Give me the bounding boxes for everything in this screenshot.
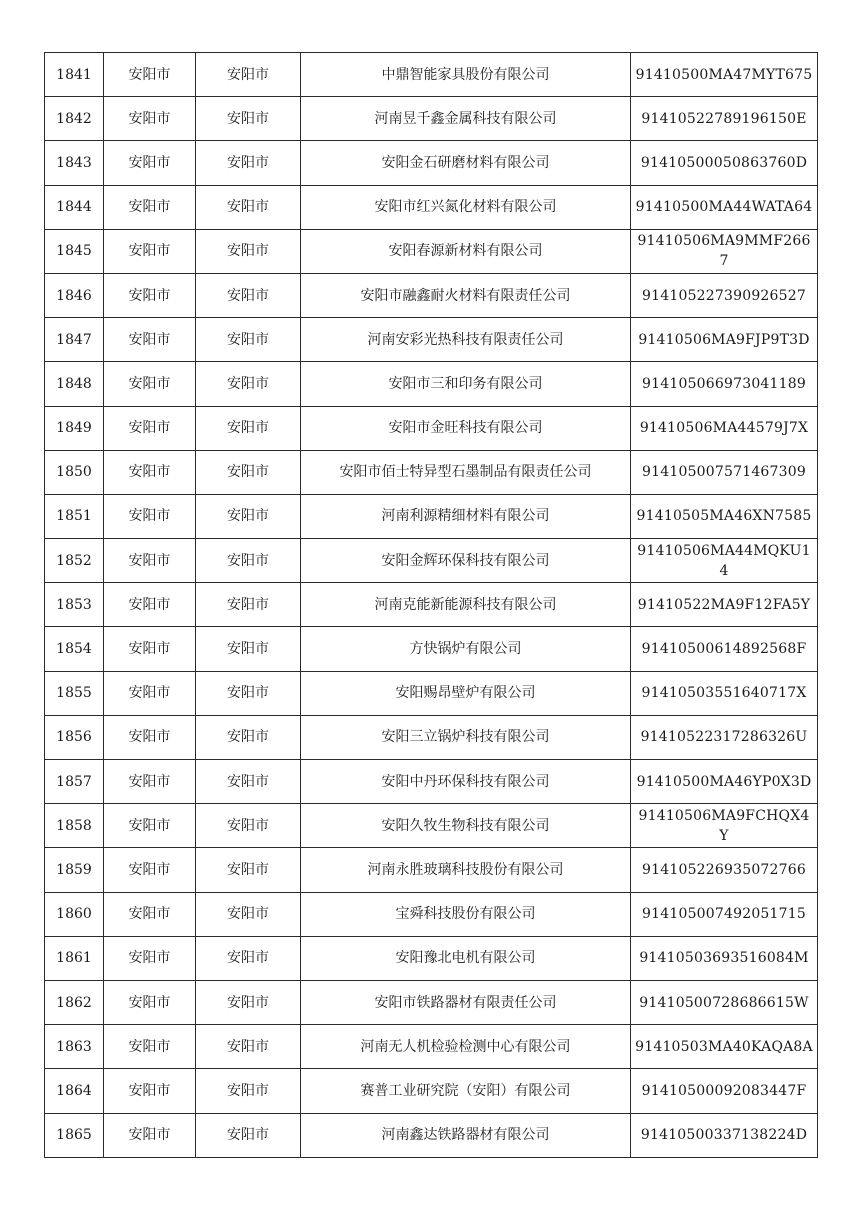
county-cell: 安阳市 bbox=[196, 583, 301, 627]
city-cell: 安阳市 bbox=[104, 671, 196, 715]
county-cell: 安阳市 bbox=[196, 97, 301, 141]
row-number-cell: 1849 bbox=[45, 406, 104, 450]
table-row bbox=[45, 450, 818, 494]
table-row bbox=[45, 583, 818, 627]
company-name-cell: 赛普工业研究院（安阳）有限公司 bbox=[301, 1069, 631, 1113]
credit-code-cell: 914105227390926527 bbox=[631, 273, 818, 317]
table-row bbox=[45, 185, 818, 229]
credit-code-cell: 91410500MA44WATA64 bbox=[631, 185, 818, 229]
county-cell: 安阳市 bbox=[196, 53, 301, 97]
company-name-cell: 中鼎智能家具股份有限公司 bbox=[301, 53, 631, 97]
city-cell: 安阳市 bbox=[104, 936, 196, 980]
county-cell: 安阳市 bbox=[196, 760, 301, 804]
credit-code-cell: 91410505MA46XN7585 bbox=[631, 494, 818, 538]
city-cell: 安阳市 bbox=[104, 980, 196, 1024]
company-name-cell: 宝舜科技股份有限公司 bbox=[301, 892, 631, 936]
row-number-cell: 1855 bbox=[45, 671, 104, 715]
county-cell: 安阳市 bbox=[196, 804, 301, 848]
row-number-cell: 1848 bbox=[45, 362, 104, 406]
city-cell: 安阳市 bbox=[104, 848, 196, 892]
table-row bbox=[45, 760, 818, 804]
company-name-cell: 河南利源精细材料有限公司 bbox=[301, 494, 631, 538]
company-name-cell: 河南安彩光热科技有限责任公司 bbox=[301, 318, 631, 362]
city-cell: 安阳市 bbox=[104, 273, 196, 317]
company-name-cell: 安阳市佰士特异型石墨制品有限责任公司 bbox=[301, 450, 631, 494]
county-cell: 安阳市 bbox=[196, 362, 301, 406]
table-row bbox=[45, 494, 818, 538]
company-name-cell: 安阳金辉环保科技有限公司 bbox=[301, 539, 631, 583]
company-name-cell: 河南永胜玻璃科技股份有限公司 bbox=[301, 848, 631, 892]
table-row bbox=[45, 97, 818, 141]
row-number-cell: 1841 bbox=[45, 53, 104, 97]
row-number-cell: 1860 bbox=[45, 892, 104, 936]
city-cell: 安阳市 bbox=[104, 53, 196, 97]
company-name-cell: 安阳春源新材料有限公司 bbox=[301, 229, 631, 273]
row-number-cell: 1853 bbox=[45, 583, 104, 627]
city-cell: 安阳市 bbox=[104, 450, 196, 494]
credit-code-cell: 91410506MA9FCHQX4Y bbox=[631, 804, 818, 848]
row-number-cell: 1845 bbox=[45, 229, 104, 273]
city-cell: 安阳市 bbox=[104, 892, 196, 936]
credit-code-cell: 91410500092083447F bbox=[631, 1069, 818, 1113]
city-cell: 安阳市 bbox=[104, 229, 196, 273]
city-cell: 安阳市 bbox=[104, 406, 196, 450]
table-row bbox=[45, 848, 818, 892]
row-number-cell: 1863 bbox=[45, 1025, 104, 1069]
credit-code-cell: 914105007571467309 bbox=[631, 450, 818, 494]
city-cell: 安阳市 bbox=[104, 627, 196, 671]
table-row bbox=[45, 1113, 818, 1157]
county-cell: 安阳市 bbox=[196, 185, 301, 229]
row-number-cell: 1856 bbox=[45, 715, 104, 759]
county-cell: 安阳市 bbox=[196, 627, 301, 671]
city-cell: 安阳市 bbox=[104, 494, 196, 538]
company-name-cell: 安阳金石研磨材料有限公司 bbox=[301, 141, 631, 185]
company-name-cell: 安阳三立锅炉科技有限公司 bbox=[301, 715, 631, 759]
county-cell: 安阳市 bbox=[196, 980, 301, 1024]
row-number-cell: 1842 bbox=[45, 97, 104, 141]
table-row bbox=[45, 406, 818, 450]
company-name-cell: 安阳豫北电机有限公司 bbox=[301, 936, 631, 980]
company-name-cell: 安阳市红兴氮化材料有限公司 bbox=[301, 185, 631, 229]
row-number-cell: 1846 bbox=[45, 273, 104, 317]
table-row bbox=[45, 980, 818, 1024]
company-name-cell: 河南鑫达铁路器材有限公司 bbox=[301, 1113, 631, 1157]
row-number-cell: 1859 bbox=[45, 848, 104, 892]
city-cell: 安阳市 bbox=[104, 804, 196, 848]
credit-code-cell: 91410500728686615W bbox=[631, 980, 818, 1024]
table-row bbox=[45, 141, 818, 185]
county-cell: 安阳市 bbox=[196, 848, 301, 892]
county-cell: 安阳市 bbox=[196, 539, 301, 583]
row-number-cell: 1861 bbox=[45, 936, 104, 980]
company-name-cell: 安阳市三和印务有限公司 bbox=[301, 362, 631, 406]
row-number-cell: 1851 bbox=[45, 494, 104, 538]
company-name-cell: 河南克能新能源科技有限公司 bbox=[301, 583, 631, 627]
county-cell: 安阳市 bbox=[196, 229, 301, 273]
city-cell: 安阳市 bbox=[104, 1069, 196, 1113]
county-cell: 安阳市 bbox=[196, 406, 301, 450]
credit-code-cell: 914105226935072766 bbox=[631, 848, 818, 892]
city-cell: 安阳市 bbox=[104, 185, 196, 229]
table-row bbox=[45, 53, 818, 97]
row-number-cell: 1865 bbox=[45, 1113, 104, 1157]
city-cell: 安阳市 bbox=[104, 715, 196, 759]
credit-code-cell: 91410500MA47MYT675 bbox=[631, 53, 818, 97]
city-cell: 安阳市 bbox=[104, 1113, 196, 1157]
county-cell: 安阳市 bbox=[196, 494, 301, 538]
credit-code-cell: 91410500MA46YP0X3D bbox=[631, 760, 818, 804]
credit-code-cell: 91410500614892568F bbox=[631, 627, 818, 671]
table-row bbox=[45, 627, 818, 671]
credit-code-cell: 91410500337138224D bbox=[631, 1113, 818, 1157]
county-cell: 安阳市 bbox=[196, 892, 301, 936]
credit-code-cell: 91410506MA9MMF2667 bbox=[631, 229, 818, 273]
city-cell: 安阳市 bbox=[104, 97, 196, 141]
company-name-cell: 河南昱千鑫金属科技有限公司 bbox=[301, 97, 631, 141]
county-cell: 安阳市 bbox=[196, 671, 301, 715]
county-cell: 安阳市 bbox=[196, 273, 301, 317]
county-cell: 安阳市 bbox=[196, 1069, 301, 1113]
county-cell: 安阳市 bbox=[196, 1113, 301, 1157]
table-row bbox=[45, 804, 818, 848]
county-cell: 安阳市 bbox=[196, 450, 301, 494]
table-row bbox=[45, 273, 818, 317]
table-row bbox=[45, 1069, 818, 1113]
company-name-cell: 安阳中丹环保科技有限公司 bbox=[301, 760, 631, 804]
table-row bbox=[45, 892, 818, 936]
county-cell: 安阳市 bbox=[196, 318, 301, 362]
row-number-cell: 1862 bbox=[45, 980, 104, 1024]
city-cell: 安阳市 bbox=[104, 1025, 196, 1069]
company-name-cell: 安阳赐昂壁炉有限公司 bbox=[301, 671, 631, 715]
row-number-cell: 1850 bbox=[45, 450, 104, 494]
county-cell: 安阳市 bbox=[196, 936, 301, 980]
table-row bbox=[45, 362, 818, 406]
city-cell: 安阳市 bbox=[104, 583, 196, 627]
credit-code-cell: 91410506MA44579J7X bbox=[631, 406, 818, 450]
county-cell: 安阳市 bbox=[196, 715, 301, 759]
county-cell: 安阳市 bbox=[196, 141, 301, 185]
table-row bbox=[45, 1025, 818, 1069]
city-cell: 安阳市 bbox=[104, 141, 196, 185]
company-name-cell: 安阳久牧生物科技有限公司 bbox=[301, 804, 631, 848]
credit-code-cell: 91410506MA9FJP9T3D bbox=[631, 318, 818, 362]
credit-code-cell: 91410522MA9F12FA5Y bbox=[631, 583, 818, 627]
city-cell: 安阳市 bbox=[104, 760, 196, 804]
credit-code-cell: 91410503MA40KAQA8A bbox=[631, 1025, 818, 1069]
company-name-cell: 河南无人机检验检测中心有限公司 bbox=[301, 1025, 631, 1069]
table-row bbox=[45, 229, 818, 273]
credit-code-cell: 91410503551640717X bbox=[631, 671, 818, 715]
credit-code-cell: 91410522789196150E bbox=[631, 97, 818, 141]
row-number-cell: 1858 bbox=[45, 804, 104, 848]
table-row bbox=[45, 671, 818, 715]
county-cell: 安阳市 bbox=[196, 1025, 301, 1069]
row-number-cell: 1854 bbox=[45, 627, 104, 671]
table-row bbox=[45, 715, 818, 759]
company-name-cell: 安阳市融鑫耐火材料有限责任公司 bbox=[301, 273, 631, 317]
credit-code-cell: 91410500050863760D bbox=[631, 141, 818, 185]
city-cell: 安阳市 bbox=[104, 362, 196, 406]
row-number-cell: 1843 bbox=[45, 141, 104, 185]
credit-code-cell: 914105066973041189 bbox=[631, 362, 818, 406]
city-cell: 安阳市 bbox=[104, 318, 196, 362]
credit-code-cell: 91410503693516084M bbox=[631, 936, 818, 980]
row-number-cell: 1847 bbox=[45, 318, 104, 362]
row-number-cell: 1844 bbox=[45, 185, 104, 229]
company-name-cell: 方快锅炉有限公司 bbox=[301, 627, 631, 671]
credit-code-cell: 91410522317286326U bbox=[631, 715, 818, 759]
credit-code-cell: 914105007492051715 bbox=[631, 892, 818, 936]
city-cell: 安阳市 bbox=[104, 539, 196, 583]
company-table bbox=[44, 52, 818, 1158]
row-number-cell: 1852 bbox=[45, 539, 104, 583]
table-row bbox=[45, 936, 818, 980]
row-number-cell: 1864 bbox=[45, 1069, 104, 1113]
company-name-cell: 安阳市铁路器材有限责任公司 bbox=[301, 980, 631, 1024]
company-name-cell: 安阳市金旺科技有限公司 bbox=[301, 406, 631, 450]
table-row bbox=[45, 539, 818, 583]
row-number-cell: 1857 bbox=[45, 760, 104, 804]
table-row bbox=[45, 318, 818, 362]
table-body bbox=[45, 53, 818, 1158]
credit-code-cell: 91410506MA44MQKU14 bbox=[631, 539, 818, 583]
